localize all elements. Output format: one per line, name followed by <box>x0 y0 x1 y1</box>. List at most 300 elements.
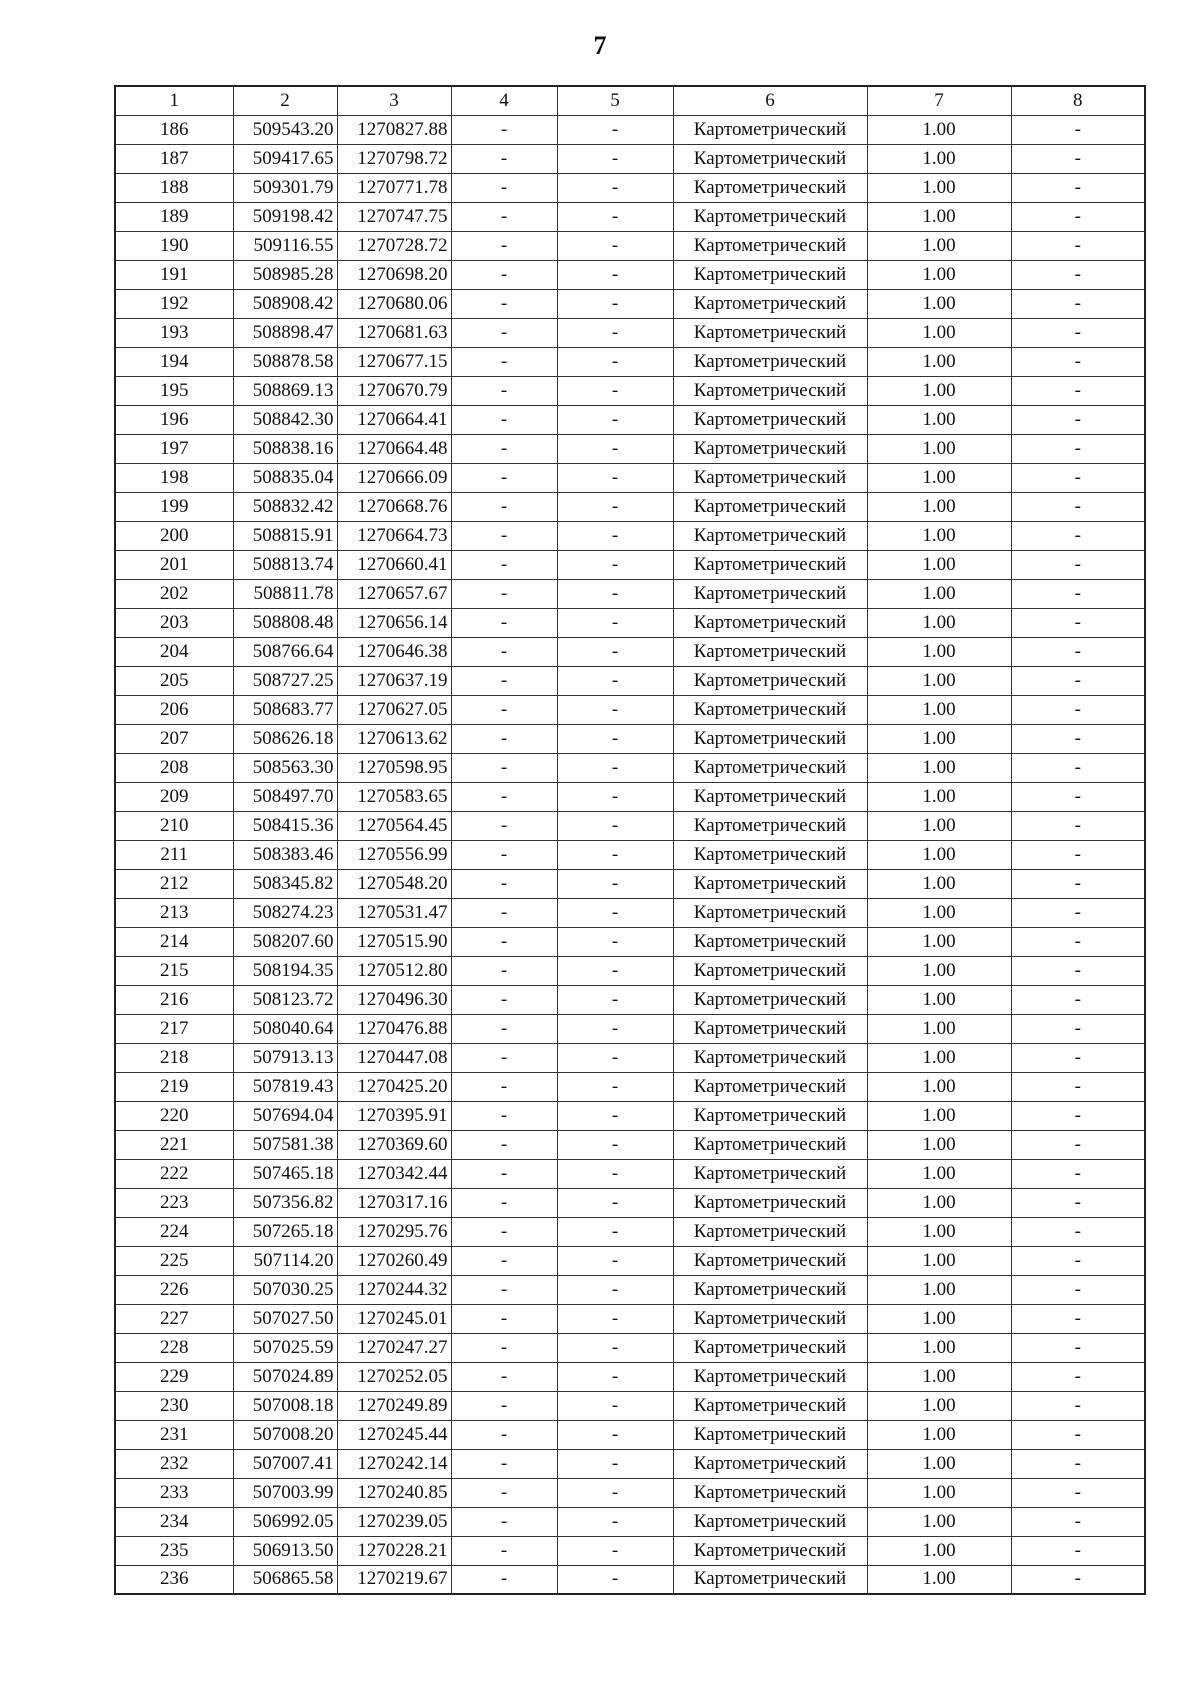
col5-cell: - <box>557 405 673 434</box>
accuracy-cell: 1.00 <box>867 347 1011 376</box>
table-row <box>115 1420 1145 1449</box>
col4-cell: - <box>451 1101 557 1130</box>
col8-cell: - <box>1011 521 1145 550</box>
x-coordinate-cell: 508683.77 <box>233 695 337 724</box>
point-number-cell: 199 <box>115 492 233 521</box>
method-cell: Картометрический <box>673 840 867 869</box>
method-cell: Картометрический <box>673 1275 867 1304</box>
x-coordinate-cell: 508415.36 <box>233 811 337 840</box>
point-number-cell: 202 <box>115 579 233 608</box>
col8-cell: - <box>1011 637 1145 666</box>
y-coordinate-cell: 1270245.01 <box>337 1304 451 1333</box>
table-row <box>115 1449 1145 1478</box>
y-coordinate-cell: 1270728.72 <box>337 231 451 260</box>
point-number-cell: 214 <box>115 927 233 956</box>
y-coordinate-cell: 1270583.65 <box>337 782 451 811</box>
accuracy-cell: 1.00 <box>867 405 1011 434</box>
col5-cell: - <box>557 115 673 144</box>
x-coordinate-cell: 508813.74 <box>233 550 337 579</box>
method-cell: Картометрический <box>673 1391 867 1420</box>
method-cell: Картометрический <box>673 898 867 927</box>
col8-cell: - <box>1011 724 1145 753</box>
column-header: 3 <box>337 86 451 115</box>
point-number-cell: 191 <box>115 260 233 289</box>
col4-cell: - <box>451 1014 557 1043</box>
accuracy-cell: 1.00 <box>867 782 1011 811</box>
method-cell: Картометрический <box>673 115 867 144</box>
point-number-cell: 220 <box>115 1101 233 1130</box>
col5-cell: - <box>557 144 673 173</box>
col5-cell: - <box>557 1217 673 1246</box>
point-number-cell: 205 <box>115 666 233 695</box>
accuracy-cell: 1.00 <box>867 231 1011 260</box>
table-row <box>115 579 1145 608</box>
accuracy-cell: 1.00 <box>867 463 1011 492</box>
method-cell: Картометрический <box>673 1188 867 1217</box>
y-coordinate-cell: 1270515.90 <box>337 927 451 956</box>
page-number: 7 <box>593 31 607 60</box>
x-coordinate-cell: 508838.16 <box>233 434 337 463</box>
col4-cell: - <box>451 1333 557 1362</box>
method-cell: Картометрический <box>673 1246 867 1275</box>
col4-cell: - <box>451 318 557 347</box>
table-row <box>115 1391 1145 1420</box>
col4-cell: - <box>451 144 557 173</box>
accuracy-cell: 1.00 <box>867 1217 1011 1246</box>
x-coordinate-cell: 507008.20 <box>233 1420 337 1449</box>
accuracy-cell: 1.00 <box>867 521 1011 550</box>
y-coordinate-cell: 1270219.67 <box>337 1565 451 1594</box>
table-row <box>115 927 1145 956</box>
table-row <box>115 1333 1145 1362</box>
accuracy-cell: 1.00 <box>867 1014 1011 1043</box>
accuracy-cell: 1.00 <box>867 1246 1011 1275</box>
accuracy-cell: 1.00 <box>867 579 1011 608</box>
col4-cell: - <box>451 1217 557 1246</box>
point-number-cell: 192 <box>115 289 233 318</box>
table-row <box>115 1565 1145 1594</box>
col5-cell: - <box>557 840 673 869</box>
method-cell: Картометрический <box>673 1304 867 1333</box>
accuracy-cell: 1.00 <box>867 666 1011 695</box>
y-coordinate-cell: 1270317.16 <box>337 1188 451 1217</box>
col5-cell: - <box>557 463 673 492</box>
method-cell: Картометрический <box>673 1565 867 1594</box>
y-coordinate-cell: 1270637.19 <box>337 666 451 695</box>
x-coordinate-cell: 506992.05 <box>233 1507 337 1536</box>
col4-cell: - <box>451 1507 557 1536</box>
method-cell: Картометрический <box>673 1420 867 1449</box>
y-coordinate-cell: 1270664.48 <box>337 434 451 463</box>
method-cell: Картометрический <box>673 1362 867 1391</box>
table-row <box>115 1043 1145 1072</box>
col8-cell: - <box>1011 1565 1145 1594</box>
y-coordinate-cell: 1270670.79 <box>337 376 451 405</box>
point-number-cell: 204 <box>115 637 233 666</box>
y-coordinate-cell: 1270247.27 <box>337 1333 451 1362</box>
point-number-cell: 200 <box>115 521 233 550</box>
accuracy-cell: 1.00 <box>867 1275 1011 1304</box>
y-coordinate-cell: 1270627.05 <box>337 695 451 724</box>
y-coordinate-cell: 1270666.09 <box>337 463 451 492</box>
point-number-cell: 225 <box>115 1246 233 1275</box>
col8-cell: - <box>1011 811 1145 840</box>
x-coordinate-cell: 508040.64 <box>233 1014 337 1043</box>
point-number-cell: 224 <box>115 1217 233 1246</box>
x-coordinate-cell: 508194.35 <box>233 956 337 985</box>
col4-cell: - <box>451 608 557 637</box>
accuracy-cell: 1.00 <box>867 202 1011 231</box>
method-cell: Картометрический <box>673 579 867 608</box>
col5-cell: - <box>557 811 673 840</box>
y-coordinate-cell: 1270447.08 <box>337 1043 451 1072</box>
accuracy-cell: 1.00 <box>867 840 1011 869</box>
y-coordinate-cell: 1270260.49 <box>337 1246 451 1275</box>
col5-cell: - <box>557 608 673 637</box>
accuracy-cell: 1.00 <box>867 1130 1011 1159</box>
method-cell: Картометрический <box>673 608 867 637</box>
accuracy-cell: 1.00 <box>867 1362 1011 1391</box>
column-header: 1 <box>115 86 233 115</box>
table-row <box>115 521 1145 550</box>
col4-cell: - <box>451 492 557 521</box>
x-coordinate-cell: 508626.18 <box>233 724 337 753</box>
accuracy-cell: 1.00 <box>867 173 1011 202</box>
col5-cell: - <box>557 927 673 956</box>
col5-cell: - <box>557 260 673 289</box>
method-cell: Картометрический <box>673 782 867 811</box>
table-row <box>115 898 1145 927</box>
col5-cell: - <box>557 434 673 463</box>
col5-cell: - <box>557 1362 673 1391</box>
accuracy-cell: 1.00 <box>867 318 1011 347</box>
col8-cell: - <box>1011 1043 1145 1072</box>
col5-cell: - <box>557 376 673 405</box>
accuracy-cell: 1.00 <box>867 376 1011 405</box>
col8-cell: - <box>1011 1130 1145 1159</box>
x-coordinate-cell: 506913.50 <box>233 1536 337 1565</box>
table-row <box>115 1101 1145 1130</box>
x-coordinate-cell: 508869.13 <box>233 376 337 405</box>
accuracy-cell: 1.00 <box>867 985 1011 1014</box>
col5-cell: - <box>557 1536 673 1565</box>
method-cell: Картометрический <box>673 1536 867 1565</box>
column-header: 4 <box>451 86 557 115</box>
x-coordinate-cell: 507581.38 <box>233 1130 337 1159</box>
accuracy-cell: 1.00 <box>867 550 1011 579</box>
x-coordinate-cell: 509301.79 <box>233 173 337 202</box>
point-number-cell: 235 <box>115 1536 233 1565</box>
method-cell: Картометрический <box>673 1333 867 1362</box>
method-cell: Картометрический <box>673 753 867 782</box>
y-coordinate-cell: 1270239.05 <box>337 1507 451 1536</box>
point-number-cell: 236 <box>115 1565 233 1594</box>
point-number-cell: 228 <box>115 1333 233 1362</box>
col4-cell: - <box>451 898 557 927</box>
point-number-cell: 213 <box>115 898 233 927</box>
col8-cell: - <box>1011 1217 1145 1246</box>
col5-cell: - <box>557 1420 673 1449</box>
col5-cell: - <box>557 1507 673 1536</box>
method-cell: Картометрический <box>673 956 867 985</box>
col5-cell: - <box>557 1043 673 1072</box>
col5-cell: - <box>557 1188 673 1217</box>
table-row <box>115 260 1145 289</box>
table-row <box>115 463 1145 492</box>
table-row <box>115 115 1145 144</box>
accuracy-cell: 1.00 <box>867 1420 1011 1449</box>
accuracy-cell: 1.00 <box>867 1101 1011 1130</box>
col8-cell: - <box>1011 405 1145 434</box>
y-coordinate-cell: 1270242.14 <box>337 1449 451 1478</box>
method-cell: Картометрический <box>673 144 867 173</box>
x-coordinate-cell: 508842.30 <box>233 405 337 434</box>
col5-cell: - <box>557 1246 673 1275</box>
y-coordinate-cell: 1270556.99 <box>337 840 451 869</box>
method-cell: Картометрический <box>673 289 867 318</box>
x-coordinate-cell: 508345.82 <box>233 869 337 898</box>
point-number-cell: 189 <box>115 202 233 231</box>
y-coordinate-cell: 1270827.88 <box>337 115 451 144</box>
point-number-cell: 227 <box>115 1304 233 1333</box>
col8-cell: - <box>1011 144 1145 173</box>
y-coordinate-cell: 1270252.05 <box>337 1362 451 1391</box>
method-cell: Картометрический <box>673 347 867 376</box>
accuracy-cell: 1.00 <box>867 869 1011 898</box>
col4-cell: - <box>451 1391 557 1420</box>
accuracy-cell: 1.00 <box>867 1188 1011 1217</box>
col5-cell: - <box>557 1072 673 1101</box>
table-row <box>115 1507 1145 1536</box>
table-row <box>115 289 1145 318</box>
col8-cell: - <box>1011 1159 1145 1188</box>
col5-cell: - <box>557 1014 673 1043</box>
col5-cell: - <box>557 956 673 985</box>
table-row <box>115 405 1145 434</box>
table-row <box>115 202 1145 231</box>
y-coordinate-cell: 1270512.80 <box>337 956 451 985</box>
col4-cell: - <box>451 173 557 202</box>
col5-cell: - <box>557 898 673 927</box>
table-row <box>115 666 1145 695</box>
col8-cell: - <box>1011 579 1145 608</box>
col5-cell: - <box>557 1565 673 1594</box>
col8-cell: - <box>1011 840 1145 869</box>
col4-cell: - <box>451 1043 557 1072</box>
y-coordinate-cell: 1270228.21 <box>337 1536 451 1565</box>
col4-cell: - <box>451 1536 557 1565</box>
method-cell: Картометрический <box>673 695 867 724</box>
col5-cell: - <box>557 1159 673 1188</box>
col5-cell: - <box>557 550 673 579</box>
col8-cell: - <box>1011 985 1145 1014</box>
col5-cell: - <box>557 318 673 347</box>
col8-cell: - <box>1011 753 1145 782</box>
method-cell: Картометрический <box>673 811 867 840</box>
col5-cell: - <box>557 1275 673 1304</box>
point-number-cell: 188 <box>115 173 233 202</box>
accuracy-cell: 1.00 <box>867 811 1011 840</box>
y-coordinate-cell: 1270548.20 <box>337 869 451 898</box>
method-cell: Картометрический <box>673 231 867 260</box>
col5-cell: - <box>557 782 673 811</box>
accuracy-cell: 1.00 <box>867 1391 1011 1420</box>
point-number-cell: 222 <box>115 1159 233 1188</box>
col4-cell: - <box>451 724 557 753</box>
col8-cell: - <box>1011 202 1145 231</box>
col5-cell: - <box>557 1130 673 1159</box>
col4-cell: - <box>451 1159 557 1188</box>
point-number-cell: 194 <box>115 347 233 376</box>
table-row <box>115 753 1145 782</box>
col4-cell: - <box>451 869 557 898</box>
table-row <box>115 811 1145 840</box>
col5-cell: - <box>557 521 673 550</box>
accuracy-cell: 1.00 <box>867 1304 1011 1333</box>
method-cell: Картометрический <box>673 637 867 666</box>
col4-cell: - <box>451 1420 557 1449</box>
x-coordinate-cell: 507913.13 <box>233 1043 337 1072</box>
method-cell: Картометрический <box>673 1217 867 1246</box>
col8-cell: - <box>1011 347 1145 376</box>
point-number-cell: 229 <box>115 1362 233 1391</box>
table-row <box>115 1246 1145 1275</box>
y-coordinate-cell: 1270476.88 <box>337 1014 451 1043</box>
y-coordinate-cell: 1270798.72 <box>337 144 451 173</box>
col8-cell: - <box>1011 434 1145 463</box>
col4-cell: - <box>451 231 557 260</box>
point-number-cell: 197 <box>115 434 233 463</box>
method-cell: Картометрический <box>673 724 867 753</box>
accuracy-cell: 1.00 <box>867 1159 1011 1188</box>
method-cell: Картометрический <box>673 927 867 956</box>
col4-cell: - <box>451 376 557 405</box>
x-coordinate-cell: 507694.04 <box>233 1101 337 1130</box>
y-coordinate-cell: 1270657.67 <box>337 579 451 608</box>
col4-cell: - <box>451 1072 557 1101</box>
method-cell: Картометрический <box>673 434 867 463</box>
column-header: 8 <box>1011 86 1145 115</box>
y-coordinate-cell: 1270668.76 <box>337 492 451 521</box>
col5-cell: - <box>557 1478 673 1507</box>
point-number-cell: 221 <box>115 1130 233 1159</box>
method-cell: Картометрический <box>673 1072 867 1101</box>
table-row <box>115 173 1145 202</box>
accuracy-cell: 1.00 <box>867 956 1011 985</box>
method-cell: Картометрический <box>673 666 867 695</box>
col8-cell: - <box>1011 173 1145 202</box>
table-row <box>115 1217 1145 1246</box>
accuracy-cell: 1.00 <box>867 927 1011 956</box>
method-cell: Картометрический <box>673 318 867 347</box>
point-number-cell: 210 <box>115 811 233 840</box>
col8-cell: - <box>1011 1449 1145 1478</box>
table-row <box>115 318 1145 347</box>
y-coordinate-cell: 1270244.32 <box>337 1275 451 1304</box>
y-coordinate-cell: 1270240.85 <box>337 1478 451 1507</box>
table-row <box>115 492 1145 521</box>
table-row <box>115 231 1145 260</box>
accuracy-cell: 1.00 <box>867 695 1011 724</box>
col4-cell: - <box>451 434 557 463</box>
x-coordinate-cell: 507465.18 <box>233 1159 337 1188</box>
x-coordinate-cell: 508811.78 <box>233 579 337 608</box>
method-cell: Картометрический <box>673 1478 867 1507</box>
col8-cell: - <box>1011 927 1145 956</box>
x-coordinate-cell: 508878.58 <box>233 347 337 376</box>
col4-cell: - <box>451 637 557 666</box>
x-coordinate-cell: 509543.20 <box>233 115 337 144</box>
col4-cell: - <box>451 956 557 985</box>
col8-cell: - <box>1011 1391 1145 1420</box>
table-row <box>115 695 1145 724</box>
col8-cell: - <box>1011 289 1145 318</box>
x-coordinate-cell: 508207.60 <box>233 927 337 956</box>
table-row <box>115 1275 1145 1304</box>
point-number-cell: 190 <box>115 231 233 260</box>
x-coordinate-cell: 507024.89 <box>233 1362 337 1391</box>
col4-cell: - <box>451 782 557 811</box>
col4-cell: - <box>451 550 557 579</box>
col5-cell: - <box>557 1391 673 1420</box>
col8-cell: - <box>1011 1304 1145 1333</box>
x-coordinate-cell: 508835.04 <box>233 463 337 492</box>
accuracy-cell: 1.00 <box>867 724 1011 753</box>
y-coordinate-cell: 1270656.14 <box>337 608 451 637</box>
table-row <box>115 637 1145 666</box>
table-row <box>115 869 1145 898</box>
accuracy-cell: 1.00 <box>867 289 1011 318</box>
table-row <box>115 985 1145 1014</box>
method-cell: Картометрический <box>673 521 867 550</box>
x-coordinate-cell: 508808.48 <box>233 608 337 637</box>
y-coordinate-cell: 1270677.15 <box>337 347 451 376</box>
table-row <box>115 1362 1145 1391</box>
col5-cell: - <box>557 492 673 521</box>
col4-cell: - <box>451 521 557 550</box>
col5-cell: - <box>557 1449 673 1478</box>
col4-cell: - <box>451 666 557 695</box>
point-number-cell: 209 <box>115 782 233 811</box>
method-cell: Картометрический <box>673 202 867 231</box>
table-row <box>115 1188 1145 1217</box>
table-header-row <box>115 86 1145 115</box>
col4-cell: - <box>451 1449 557 1478</box>
method-cell: Картометрический <box>673 405 867 434</box>
table-row <box>115 1478 1145 1507</box>
method-cell: Картометрический <box>673 985 867 1014</box>
col4-cell: - <box>451 347 557 376</box>
accuracy-cell: 1.00 <box>867 1565 1011 1594</box>
x-coordinate-cell: 507025.59 <box>233 1333 337 1362</box>
col5-cell: - <box>557 753 673 782</box>
x-coordinate-cell: 508497.70 <box>233 782 337 811</box>
y-coordinate-cell: 1270681.63 <box>337 318 451 347</box>
col4-cell: - <box>451 579 557 608</box>
col8-cell: - <box>1011 318 1145 347</box>
method-cell: Картометрический <box>673 1043 867 1072</box>
col5-cell: - <box>557 695 673 724</box>
x-coordinate-cell: 508383.46 <box>233 840 337 869</box>
method-cell: Картометрический <box>673 550 867 579</box>
y-coordinate-cell: 1270249.89 <box>337 1391 451 1420</box>
point-number-cell: 206 <box>115 695 233 724</box>
point-number-cell: 201 <box>115 550 233 579</box>
col8-cell: - <box>1011 1333 1145 1362</box>
col5-cell: - <box>557 347 673 376</box>
method-cell: Картометрический <box>673 492 867 521</box>
method-cell: Картометрический <box>673 260 867 289</box>
